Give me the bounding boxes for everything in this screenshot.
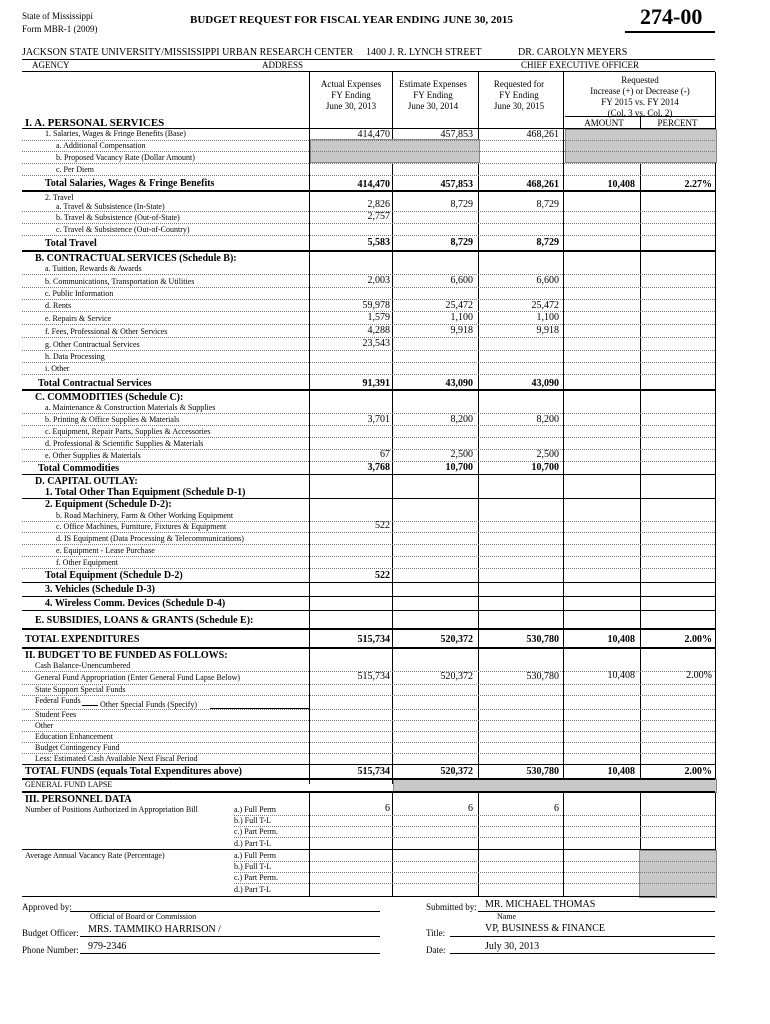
row-label: Total Contractual Services: [38, 378, 152, 389]
cell-percent: 2.00%: [684, 634, 712, 645]
cell-estimate: 520,372: [440, 766, 473, 777]
cell-requested: 10,700: [531, 462, 559, 473]
row-label: a.) Full Perm: [234, 805, 276, 814]
row-label: Cash Balance-Unencumbered: [35, 661, 131, 670]
row-label: General Fund Appropriation (Enter General Fund Lapse Below): [35, 673, 241, 682]
agency-label: AGENCY: [32, 60, 70, 70]
cell-requested: 9,918: [536, 325, 559, 336]
row-label: a.) Full Perm: [234, 851, 276, 860]
cell-amount: 10,408: [607, 670, 635, 681]
cell-estimate: 520,372: [440, 634, 473, 645]
col-actual-header: Actual Expenses FY Ending June 30, 2013: [320, 79, 382, 111]
cell-requested: 6,600: [536, 275, 559, 286]
row-label: b. Road Machinery, Farm & Other Working Equipment: [56, 511, 234, 520]
row-label: TOTAL EXPENDITURES: [25, 634, 140, 645]
section-funding: II. BUDGET TO BE FUNDED AS FOLLOWS:: [25, 650, 228, 661]
cell-actual: 3,768: [367, 462, 390, 473]
row-label: a. Tuition, Rewards & Awards: [45, 264, 142, 273]
cell-estimate: 10,700: [445, 462, 473, 473]
col-percent-header: PERCENT: [657, 118, 698, 128]
row-label: Average Annual Vacancy Rate (Percentage): [25, 851, 165, 860]
row-label: b. Communications, Transportation & Utilities: [45, 277, 195, 286]
cell-percent: 2.00%: [684, 766, 712, 777]
title-label: Title:: [426, 928, 446, 938]
cell-actual: 67: [380, 449, 390, 460]
col-change-header: Requested Increase (+) or Decrease (-) FY 2015 vs. FY 2014 (Col. 3 vs. Col. 2): [590, 75, 690, 118]
section-contractual: B. CONTRACTUAL SERVICES (Schedule B):: [35, 253, 237, 264]
cell-estimate: 8,729: [450, 237, 473, 248]
budget-officer-value: MRS. TAMMIKO HARRISON /: [88, 924, 221, 935]
section-capital: D. CAPITAL OUTLAY:: [35, 476, 138, 487]
cell-requested: 2,500: [536, 449, 559, 460]
cell-actual: 414,470: [357, 179, 390, 190]
row-label: 4. Wireless Comm. Devices (Schedule D-4): [45, 598, 226, 609]
row-label: Total Equipment (Schedule D-2): [45, 570, 183, 581]
cell-requested: 530,780: [526, 671, 559, 682]
row-label: c. Equipment, Repair Parts, Supplies & Accessories: [45, 427, 211, 436]
row-label: d. Rents: [45, 301, 72, 310]
row-label: d. IS Equipment (Data Processing & Telecommunications): [56, 534, 244, 543]
submitted-label: Submitted by:: [426, 902, 477, 912]
row-label: f. Fees, Professional & Other Services: [45, 327, 168, 336]
row-label: GENERAL FUND LAPSE: [25, 780, 113, 789]
cell-actual: 522: [375, 520, 390, 531]
row-label: TOTAL FUNDS (equals Total Expenditures above): [25, 766, 242, 777]
col-amount-header: AMOUNT: [584, 118, 624, 128]
cell-actual: 2,757: [367, 211, 390, 222]
cell-requested: 468,261: [526, 129, 559, 140]
row-label: a. Travel & Subsistence (In-State): [56, 202, 165, 211]
approved-label: Approved by:: [22, 902, 72, 912]
cell-estimate: 25,472: [445, 300, 473, 311]
col-estimate-header: Estimate Expenses FY Ending June 30, 2014: [399, 79, 467, 111]
cell-requested: 43,090: [531, 378, 559, 389]
date-label: Date:: [426, 945, 446, 955]
submitted-value: MR. MICHAEL THOMAS: [485, 899, 596, 910]
row-label: Student Fees: [35, 710, 77, 719]
row-label: 2. Travel: [45, 193, 74, 202]
cell-actual: 5,583: [367, 237, 390, 248]
shaded-cell: [565, 129, 717, 163]
budget-officer-label: Budget Officer:: [22, 928, 79, 938]
row-label: c. Travel & Subsistence (Out-of-Country): [56, 225, 190, 234]
row-label: a. Additional Compensation: [56, 141, 146, 150]
cell-requested: 8,200: [536, 414, 559, 425]
row-label: d.) Part T-L: [234, 885, 272, 894]
cell-actual: 4,288: [367, 325, 390, 336]
row-label: d. Professional & Scientific Supplies & Materials: [45, 439, 204, 448]
row-label: Federal Funds: [35, 696, 81, 705]
cell-estimate: 2,500: [450, 449, 473, 460]
agency-code: 274-00: [640, 4, 703, 29]
row-label: c. Public Information: [45, 289, 114, 298]
ceo-value: DR. CAROLYN MEYERS: [518, 47, 628, 58]
row-label: d.) Part T-L: [234, 839, 272, 848]
agency-value: JACKSON STATE UNIVERSITY/MISSISSIPPI URBAN RESEARCH CENTER: [22, 47, 354, 58]
row-label: e. Repairs & Service: [45, 314, 112, 323]
phone-label: Phone Number:: [22, 945, 79, 955]
cell-requested: 530,780: [526, 766, 559, 777]
row-label: Education Enhancement: [35, 732, 113, 741]
section-subsidies: E. SUBSIDIES, LOANS & GRANTS (Schedule E):: [35, 615, 254, 626]
row-label: c. Office Machines, Furniture, Fixtures & Equipment: [56, 522, 227, 531]
cell-actual: 414,470: [357, 129, 390, 140]
row-label: b. Printing & Office Supplies & Materials: [45, 415, 180, 424]
row-label: State Support Special Funds: [35, 685, 126, 694]
cell-requested: 8,729: [536, 237, 559, 248]
ceo-label: CHIEF EXECUTIVE OFFICER: [521, 60, 640, 70]
row-label: Budget Contingency Fund: [35, 743, 120, 752]
form-number: Form MBR-1 (2009): [22, 24, 98, 34]
row-label: g. Other Contractual Services: [45, 340, 140, 349]
row-label: Total Travel: [45, 238, 97, 249]
row-label: Total Commodities: [38, 463, 120, 474]
cell-requested: 468,261: [526, 179, 559, 190]
cell-actual: 23,543: [362, 338, 390, 349]
row-label: b. Proposed Vacancy Rate (Dollar Amount): [56, 153, 195, 162]
row-label: b.) Full T-L: [234, 816, 272, 825]
title-value: VP, BUSINESS & FINANCE: [485, 923, 606, 934]
state-label: State of Mississippi: [22, 11, 94, 21]
cell-estimate: 520,372: [440, 671, 473, 682]
cell-actual: 515,734: [357, 671, 390, 682]
address-label: ADDRESS: [262, 60, 304, 70]
cell-actual: 2,826: [367, 199, 390, 210]
cell-estimate: 1,100: [450, 312, 473, 323]
cell-requested: 8,729: [536, 199, 559, 210]
cell-requested: 1,100: [536, 312, 559, 323]
section-personnel: III. PERSONNEL DATA: [25, 794, 132, 805]
section-personal: I. A. PERSONAL SERVICES: [25, 117, 165, 129]
page-title: BUDGET REQUEST FOR FISCAL YEAR ENDING JUNE 30, 2015: [190, 14, 513, 26]
row-label: e. Equipment - Lease Purchase: [56, 546, 155, 555]
row-label: h. Data Processing: [45, 352, 105, 361]
cell-actual: 522: [375, 570, 390, 581]
cell-estimate: 457,853: [440, 129, 473, 140]
row-label: 1. Salaries, Wages & Fringe Benefits (Base): [45, 129, 186, 138]
cell-estimate: 457,853: [440, 179, 473, 190]
row-label: Other Special Funds (Specify): [100, 700, 198, 709]
row-label: b.) Full T-L: [234, 862, 272, 871]
row-label: Less: Estimated Cash Available Next Fiscal Period: [35, 754, 198, 763]
col-requested-header: Requested for FY Ending June 30, 2015: [493, 79, 545, 111]
cell-actual: 515,734: [357, 634, 390, 645]
cell-estimate: 9,918: [450, 325, 473, 336]
cell-requested: 6: [554, 803, 559, 814]
row-label: 2. Equipment (Schedule D-2):: [45, 499, 172, 510]
row-label: c. Per Diem: [56, 165, 94, 174]
cell-percent: 2.00%: [686, 670, 712, 681]
phone-value: 979-2346: [88, 941, 127, 952]
cell-actual: 6: [385, 803, 390, 814]
cell-actual: 515,734: [357, 766, 390, 777]
cell-amount: 10,408: [607, 634, 635, 645]
address-value: 1400 J. R. LYNCH STREET: [366, 47, 482, 58]
cell-estimate: 8,200: [450, 414, 473, 425]
row-label: c.) Part Perm.: [234, 827, 278, 836]
cell-amount: 10,408: [607, 766, 635, 777]
cell-percent: 2.27%: [684, 179, 712, 190]
cell-actual: 59,978: [362, 300, 390, 311]
row-label: Number of Positions Authorized in Appropriation Bill: [25, 805, 198, 814]
section-commodities: C. COMMODITIES (Schedule C):: [35, 392, 184, 403]
row-label: e. Other Supplies & Materials: [45, 451, 141, 460]
row-label: c.) Part Perm.: [234, 873, 278, 882]
shaded-cell: [639, 850, 717, 898]
official-label: Official of Board or Commission: [90, 912, 197, 921]
cell-estimate: 43,090: [445, 378, 473, 389]
cell-estimate: 6: [468, 803, 473, 814]
cell-amount: 10,408: [607, 179, 635, 190]
cell-actual: 3,701: [367, 414, 390, 425]
row-label: 3. Vehicles (Schedule D-3): [45, 584, 155, 595]
cell-estimate: 6,600: [450, 275, 473, 286]
row-label: b. Travel & Subsistence (Out-of-State): [56, 213, 180, 222]
cell-actual: 91,391: [362, 378, 390, 389]
row-label: Total Salaries, Wages & Fringe Benefits: [45, 178, 215, 189]
date-value: July 30, 2013: [485, 941, 540, 952]
cell-actual: 1,579: [367, 312, 390, 323]
row-label: f. Other Equipment: [56, 558, 118, 567]
cell-estimate: 8,729: [450, 199, 473, 210]
row-label: a. Maintenance & Construction Materials & Supplies: [45, 403, 216, 412]
cell-requested: 25,472: [531, 300, 559, 311]
row-label: i. Other: [45, 364, 70, 373]
row-label: Other: [35, 721, 54, 730]
cell-actual: 2,003: [367, 275, 390, 286]
cell-requested: 530,780: [526, 634, 559, 645]
name-label: Name: [497, 912, 517, 921]
row-label: 1. Total Other Than Equipment (Schedule D-1): [45, 487, 246, 498]
